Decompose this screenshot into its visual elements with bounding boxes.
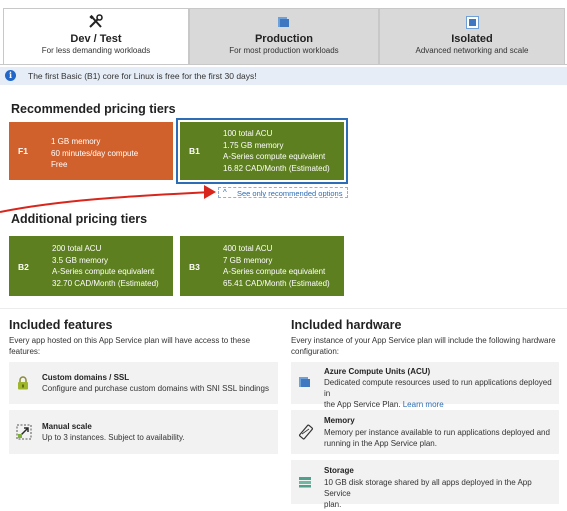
description-line: features: bbox=[9, 347, 41, 356]
learn-more-link[interactable]: Learn more bbox=[402, 400, 444, 409]
tab-title: Isolated bbox=[451, 33, 493, 45]
tier-detail-line: A-Series compute equivalent bbox=[223, 152, 326, 161]
hardware-card-memory bbox=[291, 410, 559, 454]
description-line-text: the App Service Plan. bbox=[324, 400, 401, 409]
tools-icon bbox=[4, 13, 188, 31]
tab-title: Production bbox=[254, 33, 314, 45]
hardware-title: Memory bbox=[324, 416, 355, 425]
storage-icon bbox=[298, 475, 312, 493]
info-icon: i bbox=[5, 70, 16, 81]
tier-detail-line: A-Series compute equivalent bbox=[52, 267, 155, 276]
features-description bbox=[9, 335, 250, 357]
description-line bbox=[324, 399, 559, 410]
feature-description bbox=[42, 432, 185, 443]
description-line: Configure and purchase custom domains with SNI SSL bindings bbox=[42, 384, 269, 393]
hardware-card-storage bbox=[291, 460, 559, 509]
description-line: 10 GB disk storage shared by all apps deployed in the App Service bbox=[324, 478, 532, 498]
description-line: Up to 3 instances. Subject to availability. bbox=[42, 433, 185, 442]
tab-isolated[interactable] bbox=[379, 8, 565, 64]
tier-details bbox=[51, 136, 138, 171]
tier-detail-line: A-Series compute equivalent bbox=[223, 267, 326, 276]
hardware-card-acu bbox=[291, 362, 559, 409]
tier-detail-line: 16.82 CAD/Month (Estimated) bbox=[223, 163, 330, 173]
hardware-description-text bbox=[324, 427, 550, 449]
hardware-title: Storage bbox=[324, 466, 354, 475]
description-line: Every instance of your App Service plan will include the following hardware bbox=[291, 336, 556, 345]
feature-description bbox=[42, 383, 269, 394]
tier-detail-line: 32.70 CAD/Month (Estimated) bbox=[52, 278, 159, 288]
see-recommended-link[interactable] bbox=[218, 187, 348, 198]
tab-subtitle: For most production workloads bbox=[229, 46, 339, 55]
see-recommended-text: See only recommended options bbox=[237, 189, 343, 198]
tier-detail-line: 1 GB memory bbox=[51, 137, 101, 146]
info-banner bbox=[0, 67, 567, 85]
tier-detail-line: 400 total ACU bbox=[223, 244, 273, 253]
tier-code: B2 bbox=[18, 262, 29, 272]
description-line: running in the App Service plan. bbox=[324, 439, 437, 448]
hardware-description-text bbox=[324, 477, 559, 510]
tier-card-b1[interactable] bbox=[180, 122, 344, 180]
tier-detail-line: 3.5 GB memory bbox=[52, 255, 109, 265]
tier-code: F1 bbox=[18, 146, 28, 156]
chevron-up-icon: ^ bbox=[223, 188, 227, 197]
hardware-description-text bbox=[324, 377, 559, 410]
scale-icon bbox=[16, 424, 32, 445]
description-line: configuration: bbox=[291, 347, 340, 356]
tier-card-b2[interactable] bbox=[9, 236, 173, 296]
tier-code: B1 bbox=[189, 146, 200, 156]
additional-heading: Additional pricing tiers bbox=[11, 212, 148, 226]
tab-title: Dev / Test bbox=[70, 33, 122, 45]
tab-dev-test[interactable] bbox=[3, 8, 189, 64]
memory-icon bbox=[298, 424, 314, 445]
compute-icon bbox=[298, 375, 312, 393]
description-line: Every app hosted on this App Service plan will have access to these bbox=[9, 336, 251, 345]
tier-detail-line: 200 total ACU bbox=[52, 244, 102, 253]
description-line: Dedicated compute resources used to run applications deployed in bbox=[324, 378, 552, 398]
server-icon bbox=[190, 13, 378, 31]
tier-card-b3[interactable] bbox=[180, 236, 344, 296]
features-heading: Included features bbox=[9, 318, 113, 332]
description-line: plan. bbox=[324, 500, 342, 509]
tier-detail-line: 100 total ACU bbox=[223, 129, 273, 138]
description-line: Memory per instance available to run applications deployed and bbox=[324, 428, 550, 437]
tier-detail-line: Free bbox=[51, 160, 68, 169]
tier-detail-line: 1.75 GB memory bbox=[223, 140, 284, 150]
lock-icon bbox=[17, 376, 29, 395]
tier-details bbox=[223, 128, 330, 174]
tier-details bbox=[52, 243, 159, 289]
tier-detail-line: 60 minutes/day compute bbox=[51, 148, 139, 158]
tab-production[interactable] bbox=[189, 8, 379, 64]
tier-code: B3 bbox=[189, 262, 200, 272]
tier-card-f1[interactable] bbox=[9, 122, 173, 180]
tier-details bbox=[223, 243, 330, 289]
feature-title: Custom domains / SSL bbox=[42, 373, 130, 382]
hardware-title: Azure Compute Units (ACU) bbox=[324, 367, 431, 376]
tier-detail-line: 7 GB memory bbox=[223, 255, 273, 265]
tab-subtitle: For less demanding workloads bbox=[41, 46, 151, 55]
feature-card-manual-scale bbox=[9, 410, 278, 454]
recommended-heading: Recommended pricing tiers bbox=[11, 102, 176, 116]
hardware-description bbox=[291, 335, 556, 357]
section-divider bbox=[0, 308, 567, 309]
isolated-icon bbox=[380, 13, 564, 31]
pricing-tab-bar bbox=[0, 0, 567, 65]
feature-title: Manual scale bbox=[42, 422, 92, 431]
tab-subtitle: Advanced networking and scale bbox=[415, 46, 529, 55]
feature-card-custom-domains bbox=[9, 362, 278, 404]
banner-text: The first Basic (B1) core for Linux is free for the first 30 days! bbox=[28, 71, 257, 81]
tier-detail-line: 65.41 CAD/Month (Estimated) bbox=[223, 278, 330, 288]
hardware-heading: Included hardware bbox=[291, 318, 402, 332]
